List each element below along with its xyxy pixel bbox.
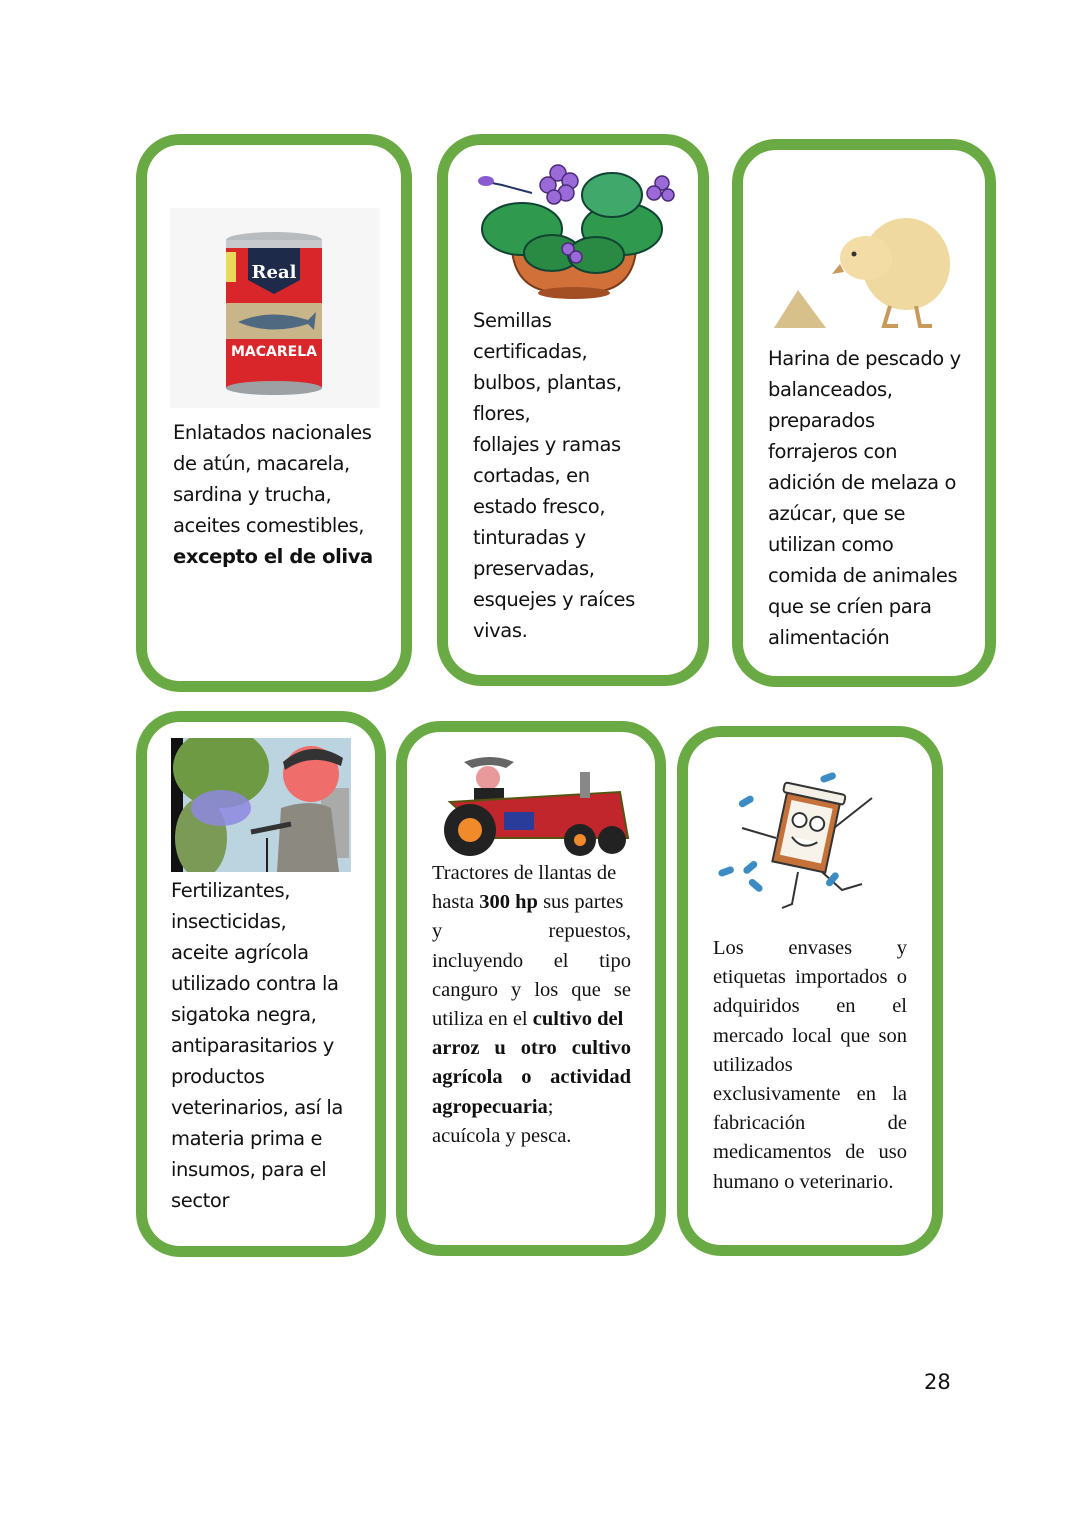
card-seeds-plants-text: Semillas certificadas, bulbos, plantas, flores, follajes y ramas cortadas, en estado fresco, tinturadas y preservadas, esquejes y raíces vivas. [473,309,635,642]
potted-violet-plant-icon [472,163,676,303]
card-animal-feed-text: Harina de pescado y balanceados, preparados forrajeros con adición de melaza o azúcar, que se utilizan como comida de animales que se críen para alimentación [768,347,961,649]
farmer-spraying-icon [171,738,351,872]
tractor-line-9: agropecuaria; [432,1095,554,1118]
page-number: 28 [924,1370,951,1394]
canned-mackerel-real-icon [170,208,380,408]
card-canned-goods-text: Enlatados nacionales de atún, macarela, sardina y trucha, aceites comestibles, excepto el de oliva [173,421,373,568]
tractor-line-6: utiliza en el cultivo del [432,1008,624,1031]
chick-eating-feed-icon [770,194,954,338]
card-tractors-text: Tractores de llantas de hasta 300 hp sus partes y repuestos, incluyendo el tipo canguro y los que se utiliza en el cultivo del arroz u otro cultivo agrícola o actividad agropecuaria; acuícola y pesca. [432,862,631,1147]
medicine-bottle-pills-icon [712,768,902,914]
card-fertilizers-text: Fertilizantes, insecticidas, aceite agrícola utilizado contra la sigatoka negra, antiparasitarios y productos veterinarios, así la materia prima e insumos, para el sector [171,879,343,1212]
svg-text:Real: Real [251,262,297,283]
svg-text:MACARELA: MACARELA [231,344,317,360]
tractor-line-2: hasta 300 hp sus partes [432,891,624,914]
card-medicine-containers-text: Los envases y etiquetas importados o adquiridos en el mercado local que son utilizados exclusivamente en la fabricación de medicamentos de uso humano o veterinario. [713,937,907,1193]
farmer-on-tractor-icon [430,748,634,858]
